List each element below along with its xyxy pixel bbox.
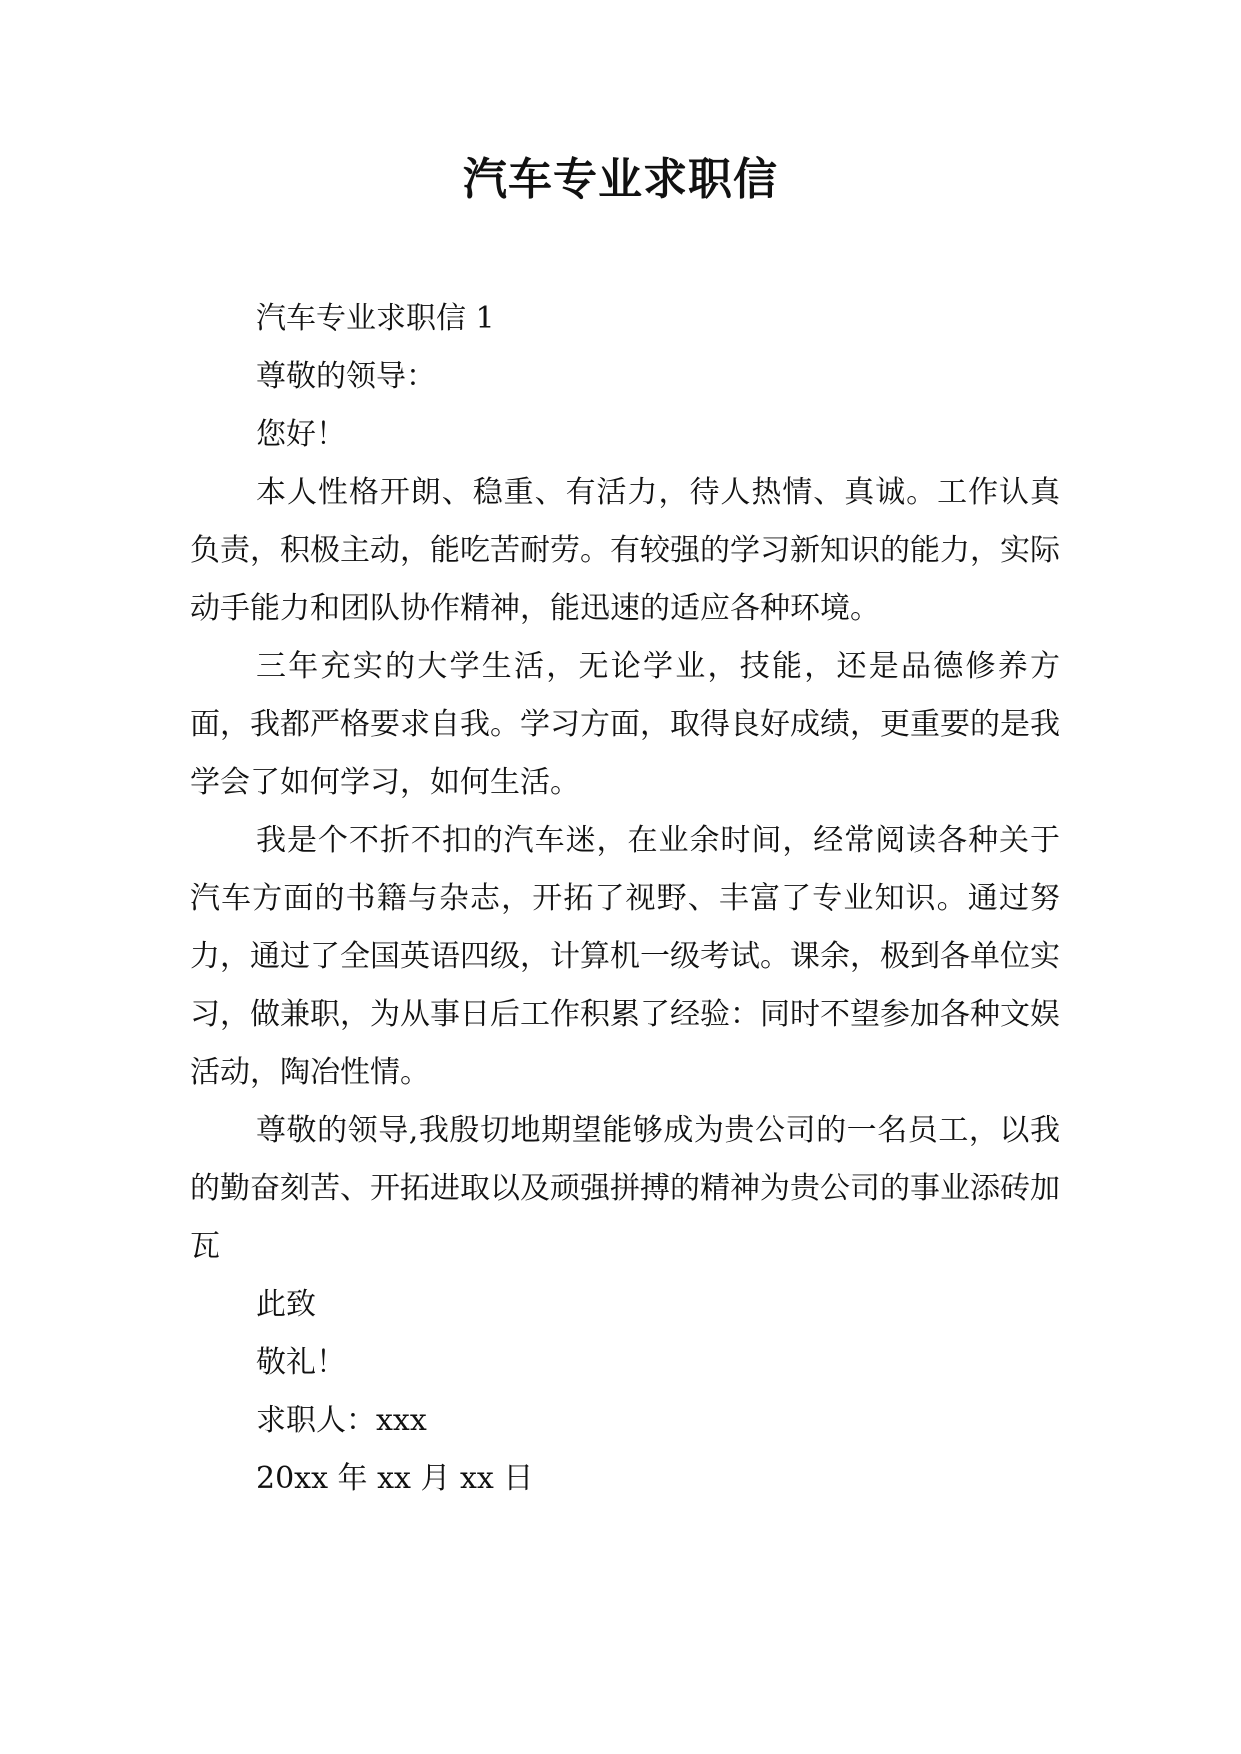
- letter-heading: 汽车专业求职信 1: [256, 301, 495, 336]
- letter-signature: 求职人：xxx: [256, 1403, 427, 1438]
- letter-paragraph: 我是个不折不扣的汽车迷，在业余时间，经常阅读各种关于汽车方面的书籍与杂志，开拓了视野、丰富了专业知识。通过努力，通过了全国英语四级，计算机一级考试。课余，极到各单位实习，做兼职，为从事日后工作积累了经验：同时不望参加各种文娱活动，陶冶性情。: [190, 823, 1060, 1090]
- letter-paragraph: 本人性格开朗、稳重、有活力，待人热情、真诚。工作认真负责，积极主动，能吃苦耐劳。有较强的学习新知识的能力，实际动手能力和团队协作精神，能迅速的适应各种环境。: [190, 475, 1060, 626]
- letter-paragraph: 尊敬的领导,我殷切地期望能够成为贵公司的一名员工，以我的勤奋刻苦、开拓进取以及顽强拼搏的精神为贵公司的事业添砖加瓦: [190, 1113, 1060, 1264]
- letter-paragraph: 三年充实的大学生活，无论学业，技能，还是品德修养方面，我都严格要求自我。学习方面，取得良好成绩，更重要的是我学会了如何学习，如何生活。: [190, 649, 1060, 800]
- letter-body: [190, 290, 1060, 1508]
- letter-closing: 此致: [256, 1287, 316, 1322]
- letter-date: 20xx 年 xx 月 xx 日: [256, 1461, 534, 1496]
- letter-greeting: 您好！: [256, 417, 346, 452]
- letter-salutation: 尊敬的领导：: [256, 359, 436, 394]
- letter-closing-regards: 敬礼！: [256, 1345, 346, 1380]
- document-title: 汽车专业求职信: [463, 154, 778, 205]
